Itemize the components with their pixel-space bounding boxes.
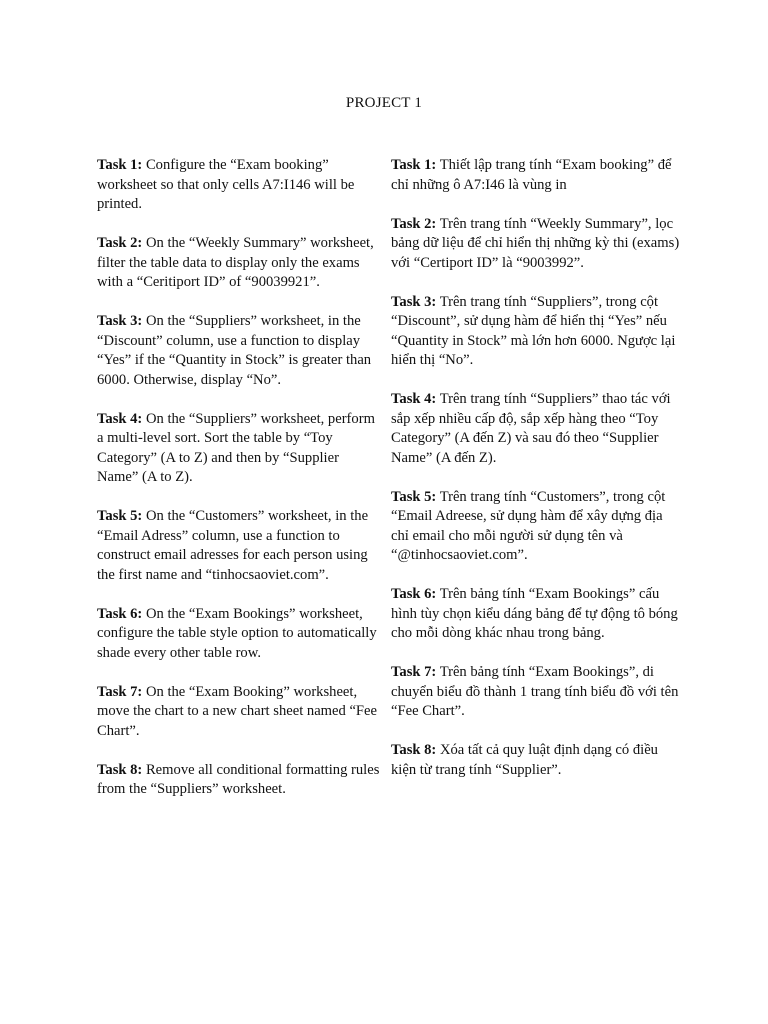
task-text: Trên trang tính “Suppliers” thao tác với sắp xếp nhiều cấp độ, sắp xếp hàng theo “Toy Category” (A đến Z) và sau đó theo “Supplier Name” (A đến Z). xyxy=(391,391,671,466)
task-en-7 xyxy=(97,683,383,742)
task-text: Remove all conditional formatting rules from the “Suppliers” worksheet. xyxy=(97,761,380,797)
task-label: Task 8: xyxy=(391,742,437,758)
task-text: On the “Customers” worksheet, in the “Email Adress” column, use a function to construct email adresses for each person using the first name and “tinhocsaoviet.com”. xyxy=(97,508,369,583)
task-vi-4 xyxy=(391,390,681,468)
task-vi-8 xyxy=(391,741,681,780)
task-label: Task 1: xyxy=(391,157,437,173)
task-label: Task 3: xyxy=(97,313,143,329)
task-en-4 xyxy=(97,410,383,488)
task-text: On the “Exam Booking” worksheet, move the chart to a new chart sheet named “Fee Chart”. xyxy=(97,683,377,739)
task-vi-3 xyxy=(391,293,681,371)
task-label: Task 6: xyxy=(391,586,437,602)
vietnamese-task-column xyxy=(391,156,681,800)
task-text: Xóa tất cả quy luật định dạng có điều kiện từ trang tính “Supplier”. xyxy=(391,742,658,778)
task-en-1 xyxy=(97,156,383,215)
task-label: Task 8: xyxy=(97,761,143,778)
task-text: Trên trang tính “Weekly Summary”, lọc bảng dữ liệu để chỉ hiển thị những kỳ thi (exams) với “Certiport ID” là “9003992”. xyxy=(391,215,680,271)
task-vi-2 xyxy=(391,215,681,274)
task-label: Task 7: xyxy=(97,683,143,700)
task-en-2 xyxy=(97,234,383,293)
task-vi-6 xyxy=(391,585,681,644)
task-en-5 xyxy=(97,507,383,585)
task-text: On the “Suppliers” worksheet, in the “Discount” column, use a function to display “Yes” if the “Quantity in Stock” is greater than 6000. Otherwise, display “No”. xyxy=(97,313,372,388)
task-text: Trên bảng tính “Exam Bookings” cấu hình tùy chọn kiểu dáng bảng để tự động tô bóng cho mỗi dòng khác nhau trong bảng. xyxy=(391,586,678,641)
task-label: Task 6: xyxy=(97,605,143,622)
task-label: Task 1: xyxy=(97,157,143,173)
task-label: Task 4: xyxy=(97,410,143,427)
task-text: Thiết lập trang tính “Exam booking” để chỉ những ô A7:I46 là vùng in xyxy=(391,157,672,193)
task-en-3 xyxy=(97,312,383,390)
task-label: Task 3: xyxy=(391,293,437,310)
task-vi-1 xyxy=(391,156,681,195)
task-label: Task 2: xyxy=(391,215,437,232)
task-label: Task 2: xyxy=(97,235,143,251)
task-text: Trên trang tính “Customers”, trong cột “Email Adreese, sử dụng hàm để xây dựng địa chỉ email cho mỗi người sử dụng tên và “@tinhocsaoviet.com”. xyxy=(391,488,666,563)
english-task-column xyxy=(97,156,383,819)
task-vi-7 xyxy=(391,663,681,722)
task-en-6 xyxy=(97,605,383,664)
page-title: PROJECT 1 xyxy=(345,95,423,111)
task-text: Trên trang tính “Suppliers”, trong cột “Discount”, sử dụng hàm để hiển thị “Yes” nếu “Quantity in Stock” mà lớn hơn 6000. Ngược lại hiển thị “No”. xyxy=(391,293,676,368)
task-label: Task 4: xyxy=(391,391,437,407)
task-text: On the “Suppliers” worksheet, perform a multi-level sort. Sort the table by “Toy Category” (A to Z) and then by “Supplier Name” (A to Z). xyxy=(97,410,375,485)
task-text: Configure the “Exam booking” worksheet so that only cells A7:I146 will be printed. xyxy=(97,157,355,212)
task-label: Task 7: xyxy=(391,664,437,680)
task-text: Trên bảng tính “Exam Bookings”, di chuyển biểu đồ thành 1 trang tính biểu đồ với tên “Fee Chart”. xyxy=(391,664,679,719)
task-vi-5 xyxy=(391,488,681,566)
task-label: Task 5: xyxy=(97,508,143,524)
task-text: On the “Exam Bookings” worksheet, configure the table style option to automatically shade every other table row. xyxy=(97,605,377,661)
task-label: Task 5: xyxy=(391,488,437,505)
task-text: On the “Weekly Summary” worksheet, filter the table data to display only the exams with a “Ceritiport ID” of “90039921”. xyxy=(97,235,374,290)
task-en-8 xyxy=(97,761,383,800)
